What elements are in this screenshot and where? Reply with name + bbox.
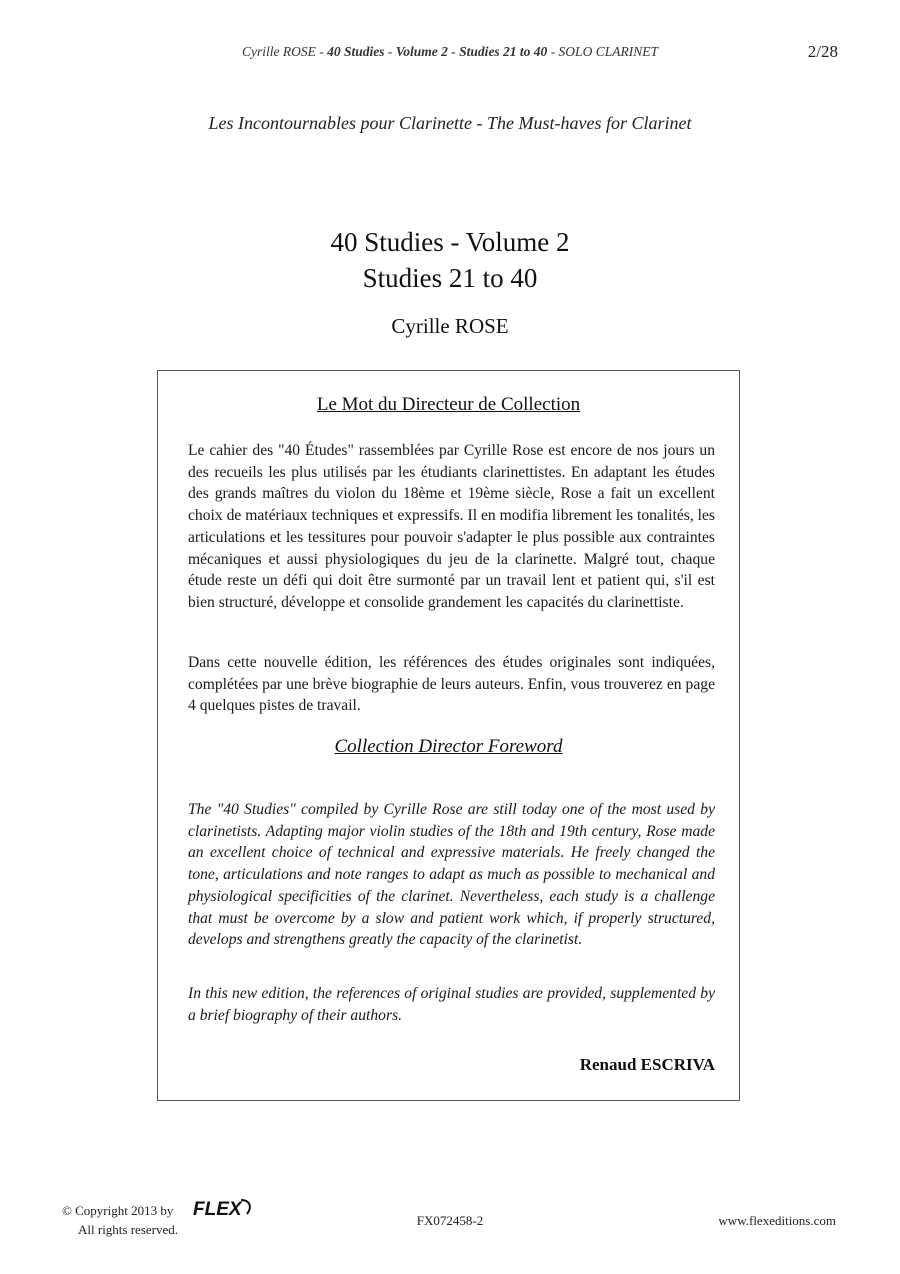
website-link[interactable]: www.flexeditions.com [718, 1213, 836, 1228]
foreword-paragraph-en-1: The "40 Studies" compiled by Cyrille Rose are still today one of the most used by clarinetists. Adapting major violin studies of the 18th and 19th century, Rose made an excellent choice of technical and expressive materials. He freely changed the tone, articulations and note ranges to adapt as much as possible to mechanical and physiological specificities of the clarinet. Nevertheless, each study is a challenge that must be overcome by a slow and patient work which, if properly structured, develops and strengthens greatly the capacity of the clarinetist. [188, 801, 715, 949]
header-author: Cyrille ROSE - [242, 44, 324, 59]
header-instrument: - SOLO CLARINET [550, 44, 658, 59]
foreword-heading-en: Collection Director Foreword [334, 736, 563, 757]
main-title-line1: 40 Studies - Volume 2 [330, 227, 570, 257]
signature: Renaud ESCRIVA [579, 1055, 715, 1074]
flex-logo-text: FLEX [193, 1199, 242, 1220]
foreword-paragraph-fr-2: Dans cette nouvelle édition, les références des études originales sont indiquées, complétées par une brève biographie de leurs auteurs. Enfin, vous trouverez en page 4 quelques pistes de travail. [188, 654, 715, 715]
foreword-paragraph-en-2: In this new edition, the references of original studies are provided, supplemented by a brief biography of their authors. [188, 985, 715, 1024]
copyright-text: © Copyright 2013 by [62, 1203, 174, 1218]
header-title: 40 Studies - Volume 2 - Studies 21 to 40 [327, 44, 548, 59]
rights-text: All rights reserved. [78, 1222, 179, 1237]
page-number: 2/28 [807, 42, 838, 61]
foreword-box [157, 370, 740, 1101]
composer-name: Cyrille ROSE [391, 314, 509, 338]
catalog-code: FX072458-2 [416, 1213, 484, 1228]
foreword-paragraph-fr-1: Le cahier des "40 Études" rassemblées par Cyrille Rose est encore de nos jours un des recueils les plus utilisés par les étudiants clarinettistes. En adaptant les études des grands maîtres du violon du 18ème et 19ème siècle, Rose a fait un excellent choix de matériaux techniques et expressifs. Il en modifia librement les tonalités, les articulations et les tessitures pour pouvoir s'adapter le plus possible aux contraintes mécaniques et aussi physiologiques du jeu de la clarinette. Malgré tout, chaque étude reste un défi qui doit être surmonté par un travail lent et patient qui, s'il est bien structuré, développe et consolide grandement les capacités du clarinettiste. [188, 442, 715, 611]
running-header [0, 44, 900, 60]
foreword-heading-fr: Le Mot du Directeur de Collection [316, 394, 581, 415]
series-title: Les Incontournables pour Clarinette - The Must-haves for Clarinet [208, 113, 692, 133]
main-title-line2: Studies 21 to 40 [362, 263, 538, 293]
